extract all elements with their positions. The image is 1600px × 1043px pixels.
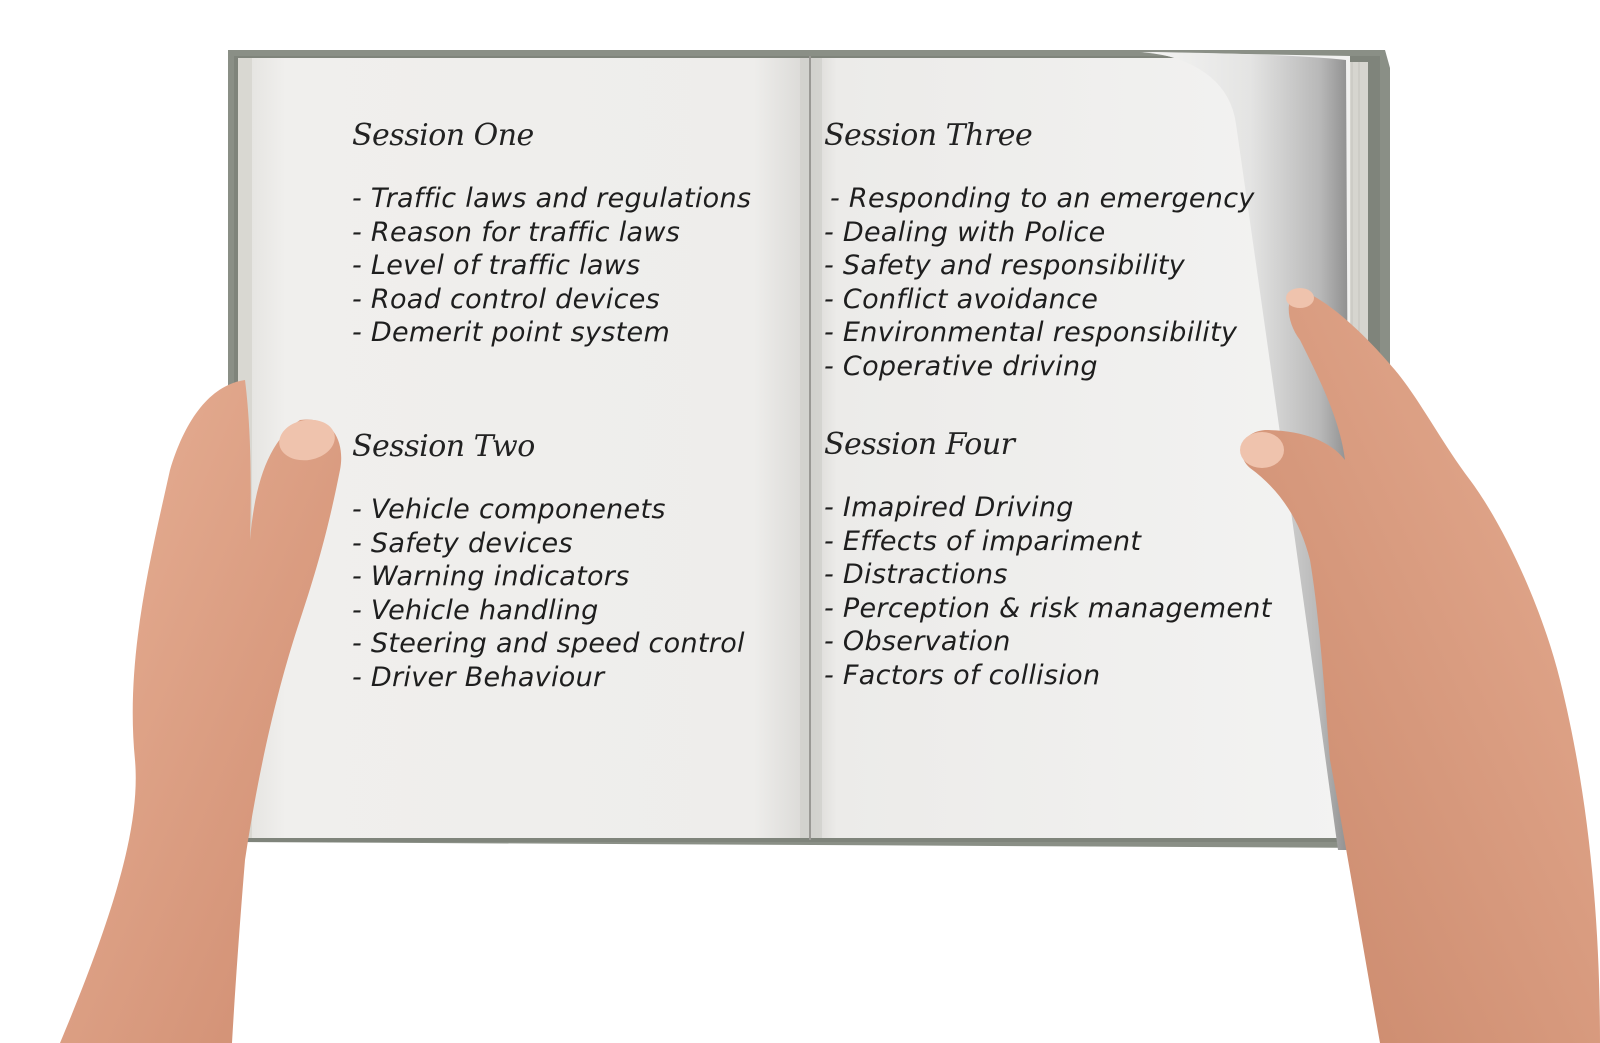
list-item: - Safety and responsibility bbox=[824, 250, 1186, 281]
list-item: - Warning indicators bbox=[352, 561, 630, 592]
list-item: - Factors of collision bbox=[824, 659, 1101, 691]
list-item: - Environmental responsibility bbox=[824, 317, 1238, 348]
list-item: - Distractions bbox=[824, 559, 1008, 590]
list-item: - Steering and speed control bbox=[352, 628, 745, 659]
list-item: - Safety devices bbox=[352, 527, 573, 559]
session-topic-list bbox=[352, 493, 745, 694]
list-item: - Demerit point system bbox=[352, 317, 671, 348]
list-item: - Effects of impariment bbox=[824, 525, 1142, 557]
session-four-section bbox=[824, 425, 1272, 692]
list-item: - Observation bbox=[824, 626, 1011, 657]
list-item: - Level of traffic laws bbox=[352, 250, 641, 281]
session-one-section bbox=[352, 116, 751, 350]
list-item: - Imapired Driving bbox=[824, 492, 1074, 523]
session-three-section bbox=[824, 116, 1255, 383]
list-item: - Vehicle componenets bbox=[352, 494, 666, 525]
session-topic-list bbox=[352, 182, 751, 350]
session-title: Session Two bbox=[352, 429, 535, 464]
session-two-section bbox=[352, 427, 745, 694]
list-item: - Road control devices bbox=[352, 283, 660, 315]
list-item: - Coperative driving bbox=[824, 350, 1098, 382]
session-title: Session One bbox=[352, 118, 534, 153]
list-item: - Traffic laws and regulations bbox=[352, 183, 752, 214]
list-item: - Dealing with Police bbox=[824, 216, 1106, 248]
session-title: Session Three bbox=[824, 118, 1033, 153]
list-item: - Reason for traffic laws bbox=[352, 216, 681, 248]
list-item: - Perception & risk management bbox=[824, 592, 1272, 624]
list-item: - Conflict avoidance bbox=[824, 283, 1099, 315]
session-topic-list bbox=[824, 182, 1255, 383]
list-item: - Driver Behaviour bbox=[352, 661, 605, 693]
list-item: - Responding to an emergency bbox=[830, 183, 1255, 214]
session-topic-list bbox=[824, 491, 1272, 692]
list-item: - Vehicle handling bbox=[352, 594, 599, 626]
session-title: Session Four bbox=[824, 427, 1015, 462]
